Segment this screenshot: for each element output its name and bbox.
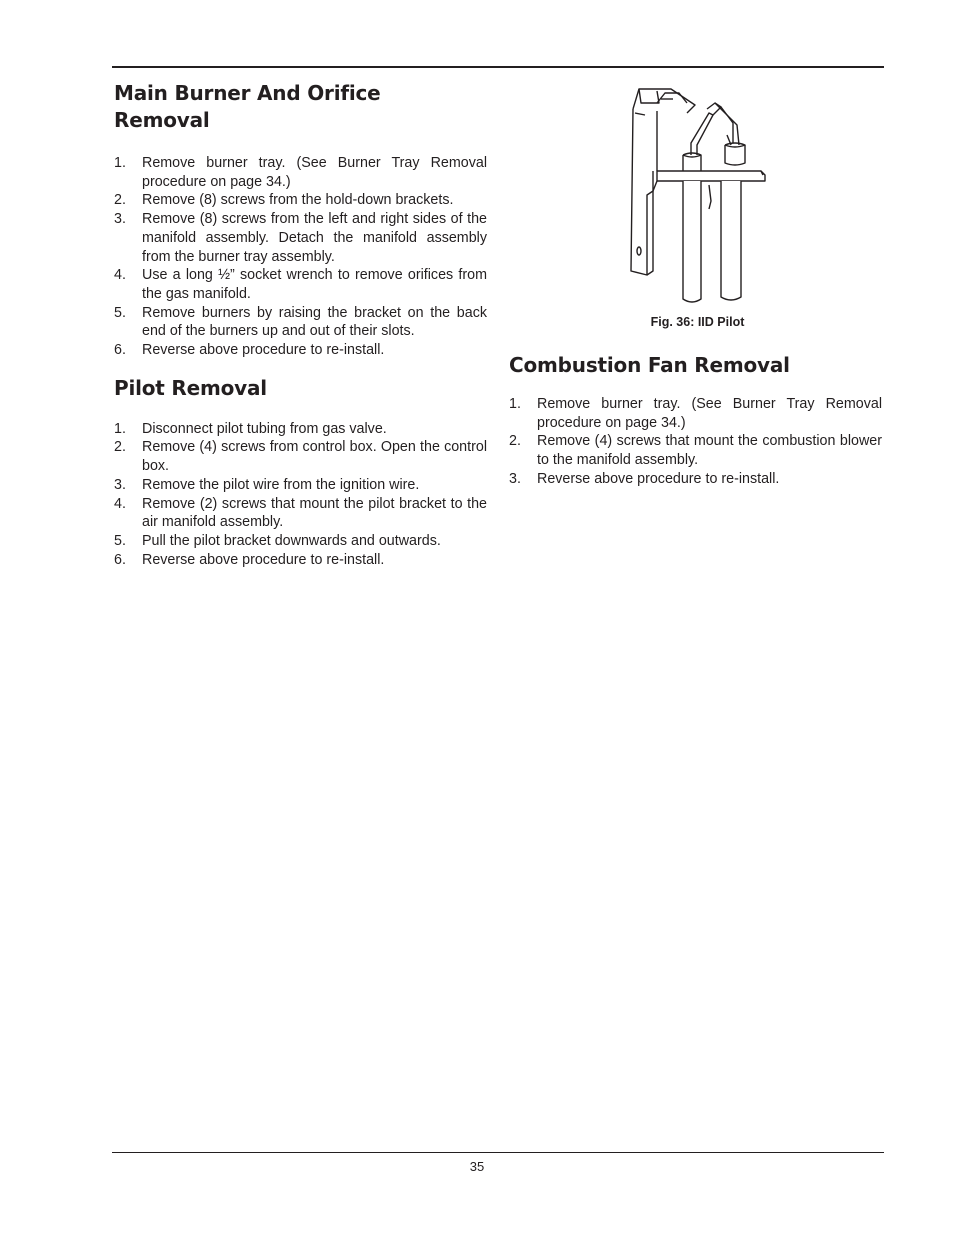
iid-pilot-figure — [509, 85, 882, 329]
list-item: 2. Remove (4) screws that mount the combustion blower to the manifold assembly. — [509, 433, 882, 469]
pilot-removal-heading: Pilot Removal — [114, 375, 267, 400]
combustion-fan-section — [509, 352, 882, 489]
right-column — [509, 85, 882, 489]
page-number: 35 — [469, 1159, 485, 1174]
list-item: 4. Remove (2) screws that mount the pilot bracket to the air manifold assembly. — [114, 495, 487, 531]
list-item: 4. Use a long ½” socket wrench to remove orifices from the gas manifold. — [114, 267, 487, 302]
combustion-fan-heading: Combustion Fan Removal — [509, 353, 790, 377]
main-burner-steps — [114, 154, 487, 360]
list-item: 3. Remove the pilot wire from the ignition wire. — [114, 476, 420, 493]
left-column — [114, 80, 487, 569]
iid-pilot-illustration — [627, 85, 767, 307]
list-item: 2. Remove (8) screws from the hold-down brackets. — [114, 192, 454, 209]
main-burner-section — [114, 80, 487, 360]
list-item: 1. Remove burner tray. (See Burner Tray Removal procedure on page 34.) — [114, 155, 487, 190]
pilot-removal-section — [114, 375, 487, 570]
main-burner-heading: Main Burner And Orifice Removal — [114, 81, 381, 132]
list-item: 6. Reverse above procedure to re-install. — [114, 551, 385, 568]
list-item: 5. Pull the pilot bracket downwards and outwards. — [114, 532, 441, 549]
combustion-fan-steps — [509, 395, 882, 489]
pilot-removal-steps — [114, 420, 487, 570]
header-rule — [112, 66, 884, 68]
list-item: 3. Reverse above procedure to re-install. — [509, 470, 780, 487]
figure-caption: Fig. 36: IID Pilot — [650, 315, 745, 329]
list-item: 2. Remove (4) screws from control box. Open the control box. — [114, 439, 487, 475]
list-item: 5. Remove burners by raising the bracket on the back end of the burners up and out of their slots. — [114, 304, 487, 340]
list-item: 6. Reverse above procedure to re-install. — [114, 342, 385, 359]
list-item: 1. Disconnect pilot tubing from gas valve. — [114, 420, 387, 437]
footer-rule — [112, 1152, 884, 1153]
list-item: 3. Remove (8) screws from the left and right sides of the manifold assembly. Detach the manifold assembly from the burner tray assembly. — [114, 211, 487, 265]
list-item: 1. Remove burner tray. (See Burner Tray Removal procedure on page 34.) — [509, 396, 882, 431]
